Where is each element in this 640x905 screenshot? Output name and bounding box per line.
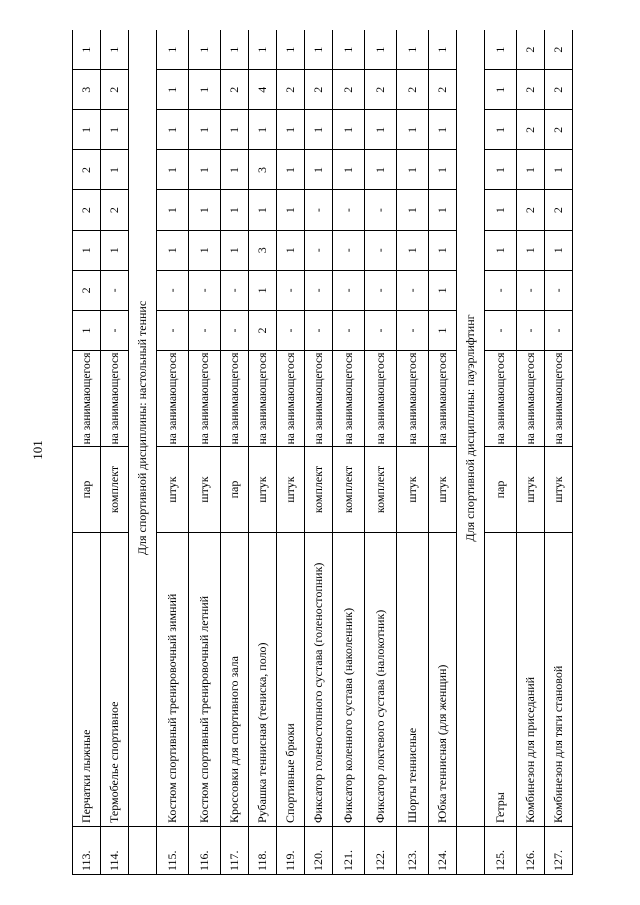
quantity-cell: 1 [397, 230, 429, 270]
quantity-cell: 2 [305, 70, 333, 110]
quantity-cell: 1 [189, 110, 221, 150]
quantity-cell: - [397, 270, 429, 310]
quantity-cell: 1 [397, 150, 429, 190]
table-row [157, 30, 189, 875]
measure-cell: на занимающегося [429, 351, 457, 447]
quantity-cell: 3 [249, 150, 277, 190]
item-name-cell: Фиксатор коленного сустава (наколенник) [333, 533, 365, 827]
quantity-cell: - [397, 310, 429, 350]
quantity-cell: 1 [249, 270, 277, 310]
quantity-cell: 1 [365, 30, 397, 70]
quantity-cell: 2 [101, 70, 129, 110]
quantity-cell: 1 [305, 30, 333, 70]
quantity-cell: 2 [517, 70, 545, 110]
quantity-cell: 1 [429, 190, 457, 230]
quantity-cell: - [189, 270, 221, 310]
table-row [73, 30, 101, 875]
unit-cell: штук [189, 447, 221, 533]
quantity-cell: 2 [101, 190, 129, 230]
quantity-cell: 1 [397, 110, 429, 150]
measure-cell: на занимающегося [249, 351, 277, 447]
quantity-cell: 1 [157, 30, 189, 70]
item-number-cell: 118. [249, 827, 277, 875]
quantity-cell: 2 [221, 70, 249, 110]
quantity-cell: 1 [545, 230, 573, 270]
quantity-cell: - [189, 310, 221, 350]
quantity-cell: 1 [277, 190, 305, 230]
item-number-cell: 113. [73, 827, 101, 875]
quantity-cell: 1 [365, 110, 397, 150]
quantity-cell: - [365, 270, 397, 310]
quantity-cell: 1 [189, 70, 221, 110]
item-name-cell: Фиксатор голеностопного сустава (голеностопник) [305, 533, 333, 827]
unit-cell: пар [221, 447, 249, 533]
item-number-cell: 122. [365, 827, 397, 875]
quantity-cell: 2 [397, 70, 429, 110]
page-number: 101 [30, 440, 45, 460]
quantity-cell: - [333, 230, 365, 270]
quantity-cell: 1 [333, 150, 365, 190]
quantity-cell: 2 [429, 70, 457, 110]
unit-cell: комплект [101, 447, 129, 533]
quantity-cell: 2 [249, 310, 277, 350]
quantity-cell: 2 [545, 190, 573, 230]
quantity-cell: 1 [429, 310, 457, 350]
quantity-cell: 3 [73, 70, 101, 110]
quantity-cell: 1 [221, 190, 249, 230]
quantity-cell: - [305, 310, 333, 350]
item-number-cell: 123. [397, 827, 429, 875]
quantity-cell: 1 [277, 30, 305, 70]
table-row [249, 30, 277, 875]
quantity-cell: 1 [333, 30, 365, 70]
quantity-cell: 1 [249, 190, 277, 230]
item-name-cell: Гетры [485, 533, 517, 827]
quantity-cell: - [277, 270, 305, 310]
quantity-cell: 1 [189, 230, 221, 270]
item-number-cell: 126. [517, 827, 545, 875]
unit-cell: штук [397, 447, 429, 533]
measure-cell: на занимающегося [157, 351, 189, 447]
item-name-cell: Спортивные брюки [277, 533, 305, 827]
table-row [517, 30, 545, 875]
quantity-cell: 4 [249, 70, 277, 110]
quantity-cell: - [101, 310, 129, 350]
measure-cell: на занимающегося [305, 351, 333, 447]
table-row [305, 30, 333, 875]
item-number-cell: 125. [485, 827, 517, 875]
quantity-cell: 1 [397, 190, 429, 230]
quantity-cell: - [333, 310, 365, 350]
equipment-table-container [72, 30, 614, 875]
quantity-cell: 1 [157, 190, 189, 230]
unit-cell: пар [73, 447, 101, 533]
equipment-table [72, 30, 573, 875]
quantity-cell: - [157, 310, 189, 350]
table-row [545, 30, 573, 875]
unit-cell: штук [545, 447, 573, 533]
quantity-cell: - [277, 310, 305, 350]
table-row [221, 30, 249, 875]
quantity-cell: 2 [545, 110, 573, 150]
quantity-cell: 2 [333, 70, 365, 110]
quantity-cell: 1 [485, 190, 517, 230]
item-number-cell: 121. [333, 827, 365, 875]
quantity-cell: 1 [73, 310, 101, 350]
item-name-cell: Костюм спортивный тренировочный зимний [157, 533, 189, 827]
quantity-cell: 2 [545, 30, 573, 70]
quantity-cell: 2 [517, 110, 545, 150]
item-name-cell: Рубашка теннисная (тениска, поло) [249, 533, 277, 827]
unit-cell: пар [485, 447, 517, 533]
measure-cell: на занимающегося [397, 351, 429, 447]
quantity-cell: - [157, 270, 189, 310]
quantity-cell: 1 [189, 30, 221, 70]
unit-cell: штук [249, 447, 277, 533]
unit-cell: штук [429, 447, 457, 533]
unit-cell: комплект [305, 447, 333, 533]
item-name-cell: Костюм спортивный тренировочный летний [189, 533, 221, 827]
quantity-cell: 1 [73, 30, 101, 70]
measure-cell: на занимающегося [517, 351, 545, 447]
section-blank-cell [457, 827, 485, 875]
item-number-cell: 127. [545, 827, 573, 875]
quantity-cell: 1 [397, 30, 429, 70]
section-title: Для спортивной дисциплины: пауэрлифтинг [457, 30, 485, 827]
quantity-cell: 1 [545, 150, 573, 190]
table-row [397, 30, 429, 875]
item-name-cell: Фиксатор локтевого сустава (налокотник) [365, 533, 397, 827]
quantity-cell: - [305, 190, 333, 230]
quantity-cell: 1 [429, 30, 457, 70]
quantity-cell: - [221, 310, 249, 350]
quantity-cell: 1 [517, 150, 545, 190]
table-row [485, 30, 517, 875]
quantity-cell: 1 [189, 150, 221, 190]
quantity-cell: 1 [73, 110, 101, 150]
item-number-cell: 117. [221, 827, 249, 875]
table-row [365, 30, 397, 875]
quantity-cell: 1 [277, 150, 305, 190]
quantity-cell: 2 [73, 150, 101, 190]
unit-cell: штук [157, 447, 189, 533]
quantity-cell: 1 [221, 230, 249, 270]
quantity-cell: 3 [249, 230, 277, 270]
quantity-cell: 2 [73, 270, 101, 310]
measure-cell: на занимающегося [221, 351, 249, 447]
table-row [277, 30, 305, 875]
quantity-cell: - [333, 270, 365, 310]
quantity-cell: 1 [101, 30, 129, 70]
quantity-cell: 1 [157, 150, 189, 190]
quantity-cell: 1 [485, 110, 517, 150]
measure-cell: на занимающегося [545, 351, 573, 447]
item-name-cell: Термобелье спортивное [101, 533, 129, 827]
section-title: Для спортивной дисциплины: настольный теннис [129, 30, 157, 827]
quantity-cell: 1 [485, 230, 517, 270]
quantity-cell: - [365, 190, 397, 230]
table-body [73, 30, 573, 875]
quantity-cell: 1 [221, 30, 249, 70]
quantity-cell: 1 [157, 230, 189, 270]
quantity-cell: 1 [221, 110, 249, 150]
measure-cell: на занимающегося [277, 351, 305, 447]
quantity-cell: - [485, 270, 517, 310]
measure-cell: на занимающегося [485, 351, 517, 447]
quantity-cell: - [517, 310, 545, 350]
quantity-cell: 1 [277, 230, 305, 270]
item-name-cell: Шорты теннисные [397, 533, 429, 827]
quantity-cell: 1 [277, 110, 305, 150]
quantity-cell: 1 [305, 110, 333, 150]
unit-cell: штук [517, 447, 545, 533]
quantity-cell: 1 [157, 110, 189, 150]
quantity-cell: 1 [429, 230, 457, 270]
quantity-cell: 2 [517, 190, 545, 230]
quantity-cell: - [485, 310, 517, 350]
measure-cell: на занимающегося [101, 351, 129, 447]
quantity-cell: 2 [545, 70, 573, 110]
item-name-cell: Юбка теннисная (для женщин) [429, 533, 457, 827]
quantity-cell: 1 [221, 150, 249, 190]
section-row [457, 30, 485, 875]
unit-cell: комплект [365, 447, 397, 533]
item-name-cell: Перчатки лыжные [73, 533, 101, 827]
quantity-cell: 1 [249, 30, 277, 70]
measure-cell: на занимающегося [73, 351, 101, 447]
section-row [129, 30, 157, 875]
quantity-cell: 1 [485, 150, 517, 190]
quantity-cell: 1 [189, 190, 221, 230]
quantity-cell: 1 [485, 70, 517, 110]
measure-cell: на занимающегося [365, 351, 397, 447]
quantity-cell: - [101, 270, 129, 310]
item-number-cell: 115. [157, 827, 189, 875]
quantity-cell: - [305, 270, 333, 310]
table-row [189, 30, 221, 875]
quantity-cell: 1 [333, 110, 365, 150]
item-name-cell: Кроссовки для спортивного зала [221, 533, 249, 827]
item-name-cell: Комбинезон для приседаний [517, 533, 545, 827]
item-number-cell: 114. [101, 827, 129, 875]
item-name-cell: Комбинезон для тяги становой [545, 533, 573, 827]
measure-cell: на занимающегося [333, 351, 365, 447]
quantity-cell: 1 [305, 150, 333, 190]
quantity-cell: - [365, 310, 397, 350]
quantity-cell: 1 [365, 150, 397, 190]
unit-cell: штук [277, 447, 305, 533]
measure-cell: на занимающегося [189, 351, 221, 447]
quantity-cell: 1 [73, 230, 101, 270]
item-number-cell: 119. [277, 827, 305, 875]
quantity-cell: 1 [485, 30, 517, 70]
quantity-cell: 1 [517, 230, 545, 270]
item-number-cell: 116. [189, 827, 221, 875]
quantity-cell: 1 [101, 110, 129, 150]
table-row [101, 30, 129, 875]
quantity-cell: - [221, 270, 249, 310]
quantity-cell: - [517, 270, 545, 310]
unit-cell: комплект [333, 447, 365, 533]
quantity-cell: 1 [101, 150, 129, 190]
table-row [429, 30, 457, 875]
quantity-cell: 1 [429, 150, 457, 190]
quantity-cell: 1 [101, 230, 129, 270]
quantity-cell: - [545, 310, 573, 350]
quantity-cell: 1 [429, 110, 457, 150]
section-blank-cell [129, 827, 157, 875]
quantity-cell: 1 [249, 110, 277, 150]
item-number-cell: 120. [305, 827, 333, 875]
item-number-cell: 124. [429, 827, 457, 875]
quantity-cell: - [305, 230, 333, 270]
quantity-cell: 2 [365, 70, 397, 110]
quantity-cell: 1 [157, 70, 189, 110]
quantity-cell: - [545, 270, 573, 310]
quantity-cell: - [365, 230, 397, 270]
quantity-cell: 2 [277, 70, 305, 110]
quantity-cell: - [333, 190, 365, 230]
quantity-cell: 2 [73, 190, 101, 230]
table-row [333, 30, 365, 875]
quantity-cell: 2 [517, 30, 545, 70]
quantity-cell: 1 [429, 270, 457, 310]
